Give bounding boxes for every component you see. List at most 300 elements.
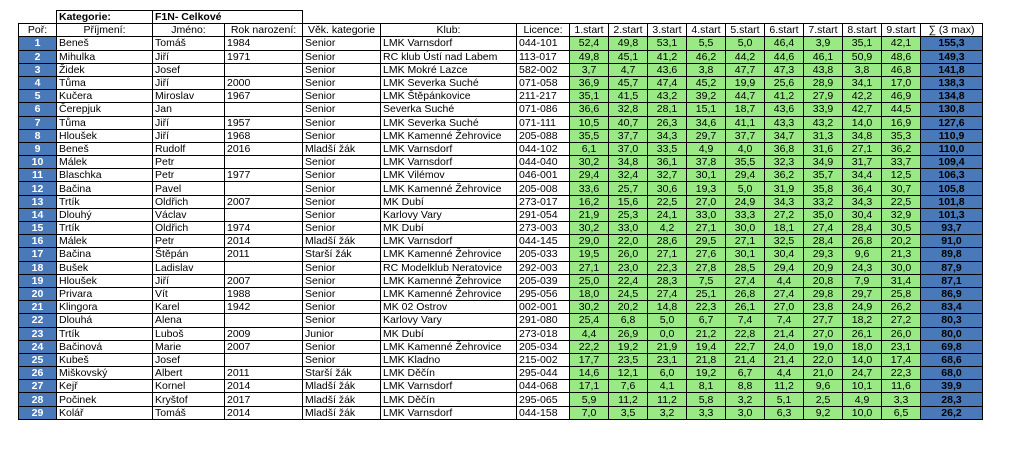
start-score-cell: 5,5 bbox=[687, 37, 726, 50]
start-score-cell: 23,1 bbox=[648, 353, 687, 366]
total-cell: 138,3 bbox=[921, 76, 983, 89]
start-score-cell: 43,6 bbox=[765, 103, 804, 116]
start-score-cell: 4,1 bbox=[648, 380, 687, 393]
header-age: Věk. kategorie bbox=[303, 24, 381, 37]
age-category-cell: Senior bbox=[303, 116, 381, 129]
start-score-cell: 35,1 bbox=[843, 37, 882, 50]
start-score-cell: 32,8 bbox=[609, 103, 648, 116]
start-score-cell: 43,6 bbox=[648, 63, 687, 76]
start-score-cell: 27,4 bbox=[804, 222, 843, 235]
table-row bbox=[19, 380, 983, 393]
header-name: Jméno: bbox=[153, 24, 225, 37]
start-score-cell: 27,2 bbox=[882, 314, 921, 327]
start-score-cell: 12,5 bbox=[882, 169, 921, 182]
birth-year-cell: 1967 bbox=[225, 90, 303, 103]
table-row bbox=[19, 274, 983, 287]
start-score-cell: 45,7 bbox=[609, 76, 648, 89]
start-score-cell: 46,9 bbox=[882, 90, 921, 103]
club-cell: LMK Kamenné Žehrovice bbox=[381, 274, 517, 287]
club-cell: LMK Varnsdorf bbox=[381, 156, 517, 169]
total-cell: 69,8 bbox=[921, 340, 983, 353]
start-score-cell: 36,2 bbox=[882, 142, 921, 155]
start-score-cell: 31,7 bbox=[843, 156, 882, 169]
age-category-cell: Mladší žák bbox=[303, 142, 381, 155]
start-score-cell: 32,5 bbox=[765, 235, 804, 248]
start-score-cell: 50,9 bbox=[843, 50, 882, 63]
start-score-cell: 34,3 bbox=[648, 129, 687, 142]
start-score-cell: 48,6 bbox=[882, 50, 921, 63]
start-score-cell: 44,7 bbox=[726, 90, 765, 103]
total-cell: 28,3 bbox=[921, 393, 983, 406]
start-score-cell: 21,0 bbox=[804, 367, 843, 380]
start-score-cell: 18,0 bbox=[843, 340, 882, 353]
club-cell: Karlovy Vary bbox=[381, 314, 517, 327]
rank-cell: 3 bbox=[19, 63, 57, 76]
results-body bbox=[19, 11, 983, 420]
age-category-cell: Senior bbox=[303, 261, 381, 274]
birth-year-cell bbox=[225, 63, 303, 76]
start-score-cell: 25,6 bbox=[765, 76, 804, 89]
rank-cell: 18 bbox=[19, 261, 57, 274]
start-score-cell: 35,0 bbox=[804, 208, 843, 221]
licence-cell: 044-101 bbox=[517, 37, 570, 50]
birth-year-cell: 1957 bbox=[225, 116, 303, 129]
licence-cell: 205-008 bbox=[517, 182, 570, 195]
start-score-cell: 44,5 bbox=[882, 103, 921, 116]
start-score-cell: 33,6 bbox=[570, 182, 609, 195]
surname-cell: Klingora bbox=[57, 301, 153, 314]
club-cell: LMK Děčín bbox=[381, 393, 517, 406]
club-cell: LMK Kamenné Žehrovice bbox=[381, 287, 517, 300]
start-score-cell: 3,3 bbox=[882, 393, 921, 406]
age-category-cell: Senior bbox=[303, 353, 381, 366]
total-cell: 26,2 bbox=[921, 406, 983, 419]
start-score-cell: 5,0 bbox=[726, 182, 765, 195]
start-score-cell: 26,8 bbox=[726, 287, 765, 300]
surname-cell: Čerepjuk bbox=[57, 103, 153, 116]
total-cell: 127,6 bbox=[921, 116, 983, 129]
start-score-cell: 25,4 bbox=[570, 314, 609, 327]
start-score-cell: 42,7 bbox=[843, 103, 882, 116]
name-cell: Kornel bbox=[153, 380, 225, 393]
name-cell: Václav bbox=[153, 208, 225, 221]
start-score-cell: 36,2 bbox=[765, 169, 804, 182]
start-score-cell: 22,5 bbox=[648, 195, 687, 208]
rank-cell: 9 bbox=[19, 142, 57, 155]
start-score-cell: 33,0 bbox=[687, 208, 726, 221]
header-start-4: 4.start bbox=[687, 24, 726, 37]
start-score-cell: 5,9 bbox=[570, 393, 609, 406]
start-score-cell: 8,8 bbox=[726, 380, 765, 393]
start-score-cell: 21,9 bbox=[648, 340, 687, 353]
header-row bbox=[19, 24, 983, 37]
club-cell: Karlovy Vary bbox=[381, 208, 517, 221]
start-score-cell: 26,1 bbox=[843, 327, 882, 340]
age-category-cell: Senior bbox=[303, 90, 381, 103]
birth-year-cell: 2014 bbox=[225, 406, 303, 419]
start-score-cell: 36,4 bbox=[843, 182, 882, 195]
rank-cell: 27 bbox=[19, 380, 57, 393]
club-cell: LMK Děčín bbox=[381, 367, 517, 380]
start-score-cell: 3,7 bbox=[570, 63, 609, 76]
start-score-cell: 34,1 bbox=[843, 76, 882, 89]
start-score-cell: 6,1 bbox=[570, 142, 609, 155]
club-cell: LMK Kamenné Žehrovice bbox=[381, 340, 517, 353]
birth-year-cell: 1988 bbox=[225, 287, 303, 300]
start-score-cell: 49,8 bbox=[609, 37, 648, 50]
age-category-cell: Starší žák bbox=[303, 248, 381, 261]
start-score-cell: 23,0 bbox=[609, 261, 648, 274]
age-category-cell: Mladší žák bbox=[303, 406, 381, 419]
start-score-cell: 34,4 bbox=[843, 169, 882, 182]
birth-year-cell: 2009 bbox=[225, 327, 303, 340]
name-cell: Petr bbox=[153, 235, 225, 248]
birth-year-cell: 2000 bbox=[225, 76, 303, 89]
start-score-cell: 41,5 bbox=[609, 90, 648, 103]
start-score-cell: 43,2 bbox=[804, 116, 843, 129]
surname-cell: Tůma bbox=[57, 76, 153, 89]
birth-year-cell: 1977 bbox=[225, 169, 303, 182]
surname-cell: Bačina bbox=[57, 248, 153, 261]
start-score-cell: 34,8 bbox=[843, 129, 882, 142]
surname-cell: Beneš bbox=[57, 142, 153, 155]
name-cell: Tomáš bbox=[153, 406, 225, 419]
start-score-cell: 7,0 bbox=[570, 406, 609, 419]
start-score-cell: 27,1 bbox=[726, 235, 765, 248]
licence-cell: 273-003 bbox=[517, 222, 570, 235]
start-score-cell: 7,4 bbox=[726, 314, 765, 327]
table-row bbox=[19, 182, 983, 195]
start-score-cell: 46,8 bbox=[882, 63, 921, 76]
start-score-cell: 34,9 bbox=[804, 156, 843, 169]
start-score-cell: 42,2 bbox=[843, 90, 882, 103]
total-cell: 87,9 bbox=[921, 261, 983, 274]
start-score-cell: 24,3 bbox=[843, 261, 882, 274]
licence-cell: 044-068 bbox=[517, 380, 570, 393]
licence-cell: 295-044 bbox=[517, 367, 570, 380]
age-category-cell: Senior bbox=[303, 274, 381, 287]
start-score-cell: 37,7 bbox=[609, 129, 648, 142]
start-score-cell: 14,0 bbox=[843, 116, 882, 129]
total-cell: 93,7 bbox=[921, 222, 983, 235]
table-row bbox=[19, 103, 983, 116]
start-score-cell: 36,6 bbox=[570, 103, 609, 116]
surname-cell: Hloušek bbox=[57, 274, 153, 287]
start-score-cell: 4,9 bbox=[687, 142, 726, 155]
birth-year-cell bbox=[225, 208, 303, 221]
club-cell: LMK Varnsdorf bbox=[381, 37, 517, 50]
start-score-cell: 5,1 bbox=[765, 393, 804, 406]
age-category-cell: Senior bbox=[303, 169, 381, 182]
start-score-cell: 42,1 bbox=[882, 37, 921, 50]
start-score-cell: 29,4 bbox=[570, 169, 609, 182]
total-cell: 83,4 bbox=[921, 301, 983, 314]
start-score-cell: 33,9 bbox=[804, 103, 843, 116]
table-row bbox=[19, 340, 983, 353]
start-score-cell: 5,0 bbox=[648, 314, 687, 327]
club-cell: RC klub Ústí nad Labem bbox=[381, 50, 517, 63]
club-cell: LMK Varnsdorf bbox=[381, 142, 517, 155]
start-score-cell: 24,0 bbox=[765, 340, 804, 353]
name-cell: Albert bbox=[153, 367, 225, 380]
start-score-cell: 43,2 bbox=[648, 90, 687, 103]
surname-cell: Bušek bbox=[57, 261, 153, 274]
start-score-cell: 34,6 bbox=[687, 116, 726, 129]
table-row bbox=[19, 367, 983, 380]
header-start-2: 2.start bbox=[609, 24, 648, 37]
start-score-cell: 26,0 bbox=[609, 248, 648, 261]
start-score-cell: 49,8 bbox=[570, 50, 609, 63]
licence-cell: 295-065 bbox=[517, 393, 570, 406]
table-row bbox=[19, 129, 983, 142]
start-score-cell: 21,4 bbox=[765, 353, 804, 366]
surname-cell: Trtík bbox=[57, 195, 153, 208]
start-score-cell: 29,7 bbox=[687, 129, 726, 142]
start-score-cell: 30,2 bbox=[570, 301, 609, 314]
start-score-cell: 24,9 bbox=[726, 195, 765, 208]
start-score-cell: 31,9 bbox=[765, 182, 804, 195]
name-cell: Tomáš bbox=[153, 37, 225, 50]
total-cell: 80,3 bbox=[921, 314, 983, 327]
start-score-cell: 19,9 bbox=[726, 76, 765, 89]
start-score-cell: 19,2 bbox=[609, 340, 648, 353]
start-score-cell: 45,1 bbox=[609, 50, 648, 63]
club-cell: MK 02 Ostrov bbox=[381, 301, 517, 314]
age-category-cell: Senior bbox=[303, 156, 381, 169]
start-score-cell: 27,1 bbox=[843, 142, 882, 155]
start-score-cell: 17,4 bbox=[882, 353, 921, 366]
table-row bbox=[19, 50, 983, 63]
start-score-cell: 35,5 bbox=[570, 129, 609, 142]
start-score-cell: 20,8 bbox=[804, 274, 843, 287]
start-score-cell: 4,2 bbox=[648, 222, 687, 235]
licence-cell: 273-017 bbox=[517, 195, 570, 208]
start-score-cell: 22,8 bbox=[726, 327, 765, 340]
start-score-cell: 15,6 bbox=[609, 195, 648, 208]
age-category-cell: Senior bbox=[303, 287, 381, 300]
table-row bbox=[19, 261, 983, 274]
start-score-cell: 11,2 bbox=[648, 393, 687, 406]
age-category-cell: Senior bbox=[303, 50, 381, 63]
start-score-cell: 26,0 bbox=[882, 327, 921, 340]
name-cell: Štěpán bbox=[153, 248, 225, 261]
rank-cell: 26 bbox=[19, 367, 57, 380]
start-score-cell: 34,8 bbox=[609, 156, 648, 169]
start-score-cell: 27,4 bbox=[726, 274, 765, 287]
table-row bbox=[19, 116, 983, 129]
total-cell: 86,9 bbox=[921, 287, 983, 300]
rank-cell: 23 bbox=[19, 327, 57, 340]
start-score-cell: 21,3 bbox=[882, 248, 921, 261]
birth-year-cell bbox=[225, 103, 303, 116]
start-score-cell: 30,2 bbox=[570, 222, 609, 235]
start-score-cell: 6,3 bbox=[765, 406, 804, 419]
surname-cell: Dlouhý bbox=[57, 208, 153, 221]
start-score-cell: 11,2 bbox=[609, 393, 648, 406]
table-row bbox=[19, 248, 983, 261]
start-score-cell: 19,4 bbox=[687, 340, 726, 353]
table-row bbox=[19, 287, 983, 300]
birth-year-cell: 1968 bbox=[225, 129, 303, 142]
start-score-cell: 26,2 bbox=[882, 301, 921, 314]
start-score-cell: 18,2 bbox=[843, 314, 882, 327]
start-score-cell: 39,2 bbox=[687, 90, 726, 103]
surname-cell: Dlouhá bbox=[57, 314, 153, 327]
start-score-cell: 21,2 bbox=[687, 327, 726, 340]
licence-cell: 044-158 bbox=[517, 406, 570, 419]
start-score-cell: 44,6 bbox=[765, 50, 804, 63]
club-cell: LMK Štěpánkovice bbox=[381, 90, 517, 103]
start-score-cell: 6,7 bbox=[726, 367, 765, 380]
start-score-cell: 32,7 bbox=[648, 169, 687, 182]
start-score-cell: 20,2 bbox=[882, 235, 921, 248]
rank-cell: 20 bbox=[19, 287, 57, 300]
rank-cell: 22 bbox=[19, 314, 57, 327]
rank-cell: 10 bbox=[19, 156, 57, 169]
start-score-cell: 22,3 bbox=[687, 301, 726, 314]
start-score-cell: 35,7 bbox=[804, 169, 843, 182]
start-score-cell: 6,8 bbox=[609, 314, 648, 327]
licence-cell: 205-034 bbox=[517, 340, 570, 353]
start-score-cell: 4,7 bbox=[609, 63, 648, 76]
start-score-cell: 3,2 bbox=[726, 393, 765, 406]
start-score-cell: 30,5 bbox=[882, 222, 921, 235]
start-score-cell: 28,6 bbox=[648, 235, 687, 248]
header-start-1: 1.start bbox=[570, 24, 609, 37]
total-cell: 106,3 bbox=[921, 169, 983, 182]
start-score-cell: 21,9 bbox=[570, 208, 609, 221]
start-score-cell: 27,8 bbox=[687, 261, 726, 274]
name-cell: Petr bbox=[153, 169, 225, 182]
start-score-cell: 10,5 bbox=[570, 116, 609, 129]
licence-cell: 044-102 bbox=[517, 142, 570, 155]
start-score-cell: 4,9 bbox=[843, 393, 882, 406]
birth-year-cell: 2011 bbox=[225, 367, 303, 380]
start-score-cell: 4,4 bbox=[570, 327, 609, 340]
age-category-cell: Mladší žák bbox=[303, 393, 381, 406]
birth-year-cell: 2011 bbox=[225, 248, 303, 261]
name-cell: Jiří bbox=[153, 116, 225, 129]
start-score-cell: 9,6 bbox=[843, 248, 882, 261]
age-category-cell: Senior bbox=[303, 301, 381, 314]
name-cell: Jiří bbox=[153, 76, 225, 89]
start-score-cell: 0,0 bbox=[648, 327, 687, 340]
club-cell: LMK Severka Suché bbox=[381, 76, 517, 89]
total-cell: 149,3 bbox=[921, 50, 983, 63]
category-label: Kategorie: bbox=[57, 11, 153, 24]
start-score-cell: 27,6 bbox=[687, 248, 726, 261]
rank-cell: 25 bbox=[19, 353, 57, 366]
header-start-7: 7.start bbox=[804, 24, 843, 37]
surname-cell: Málek bbox=[57, 156, 153, 169]
start-score-cell: 36,9 bbox=[570, 76, 609, 89]
start-score-cell: 31,3 bbox=[804, 129, 843, 142]
name-cell: Vít bbox=[153, 287, 225, 300]
total-cell: 110,0 bbox=[921, 142, 983, 155]
start-score-cell: 30,4 bbox=[765, 248, 804, 261]
total-cell: 155,3 bbox=[921, 37, 983, 50]
rank-cell: 28 bbox=[19, 393, 57, 406]
surname-cell: Kolář bbox=[57, 406, 153, 419]
name-cell: Jiří bbox=[153, 274, 225, 287]
club-cell: LMK Kamenné Žehrovice bbox=[381, 129, 517, 142]
start-score-cell: 30,6 bbox=[648, 182, 687, 195]
name-cell: Jan bbox=[153, 103, 225, 116]
total-cell: 141,8 bbox=[921, 63, 983, 76]
surname-cell: Bačina bbox=[57, 182, 153, 195]
header-sum: ∑ (3 max) bbox=[921, 24, 983, 37]
age-category-cell: Mladší žák bbox=[303, 235, 381, 248]
start-score-cell: 12,1 bbox=[609, 367, 648, 380]
name-cell: Luboš bbox=[153, 327, 225, 340]
start-score-cell: 29,3 bbox=[804, 248, 843, 261]
start-score-cell: 35,5 bbox=[726, 156, 765, 169]
total-cell: 89,8 bbox=[921, 248, 983, 261]
table-row bbox=[19, 235, 983, 248]
start-score-cell: 24,9 bbox=[843, 301, 882, 314]
start-score-cell: 3,8 bbox=[843, 63, 882, 76]
start-score-cell: 26,8 bbox=[843, 235, 882, 248]
start-score-cell: 29,0 bbox=[570, 235, 609, 248]
start-score-cell: 4,0 bbox=[726, 142, 765, 155]
name-cell: Josef bbox=[153, 353, 225, 366]
start-score-cell: 40,7 bbox=[609, 116, 648, 129]
start-score-cell: 30,7 bbox=[882, 182, 921, 195]
rank-cell: 29 bbox=[19, 406, 57, 419]
surname-cell: Beneš bbox=[57, 37, 153, 50]
surname-cell: Blaschka bbox=[57, 169, 153, 182]
start-score-cell: 43,8 bbox=[804, 63, 843, 76]
start-score-cell: 16,9 bbox=[882, 116, 921, 129]
start-score-cell: 14,8 bbox=[648, 301, 687, 314]
licence-cell: 071-111 bbox=[517, 116, 570, 129]
birth-year-cell bbox=[225, 353, 303, 366]
start-score-cell: 25,8 bbox=[882, 287, 921, 300]
rank-cell: 6 bbox=[19, 103, 57, 116]
start-score-cell: 26,9 bbox=[609, 327, 648, 340]
start-score-cell: 18,0 bbox=[570, 287, 609, 300]
start-score-cell: 28,4 bbox=[804, 235, 843, 248]
start-score-cell: 35,3 bbox=[882, 129, 921, 142]
licence-cell: 002-001 bbox=[517, 301, 570, 314]
club-cell: LMK Kamenné Žehrovice bbox=[381, 248, 517, 261]
start-score-cell: 22,3 bbox=[648, 261, 687, 274]
club-cell: LMK Kamenné Žehrovice bbox=[381, 182, 517, 195]
birth-year-cell bbox=[225, 156, 303, 169]
total-cell: 134,8 bbox=[921, 90, 983, 103]
start-score-cell: 22,3 bbox=[882, 367, 921, 380]
start-score-cell: 19,5 bbox=[570, 248, 609, 261]
start-score-cell: 30,1 bbox=[726, 248, 765, 261]
header-licence: Licence: bbox=[517, 24, 570, 37]
start-score-cell: 3,2 bbox=[648, 406, 687, 419]
start-score-cell: 6,7 bbox=[687, 314, 726, 327]
start-score-cell: 19,2 bbox=[687, 367, 726, 380]
total-cell: 91,0 bbox=[921, 235, 983, 248]
start-score-cell: 7,9 bbox=[843, 274, 882, 287]
table-row bbox=[19, 142, 983, 155]
start-score-cell: 27,0 bbox=[765, 301, 804, 314]
age-category-cell: Senior bbox=[303, 340, 381, 353]
birth-year-cell: 2007 bbox=[225, 274, 303, 287]
rank-cell: 24 bbox=[19, 340, 57, 353]
rank-cell: 1 bbox=[19, 37, 57, 50]
start-score-cell: 16,2 bbox=[570, 195, 609, 208]
rank-cell: 5 bbox=[19, 90, 57, 103]
start-score-cell: 14,6 bbox=[570, 367, 609, 380]
licence-cell: 205-088 bbox=[517, 129, 570, 142]
club-cell: Severka Suché bbox=[381, 103, 517, 116]
